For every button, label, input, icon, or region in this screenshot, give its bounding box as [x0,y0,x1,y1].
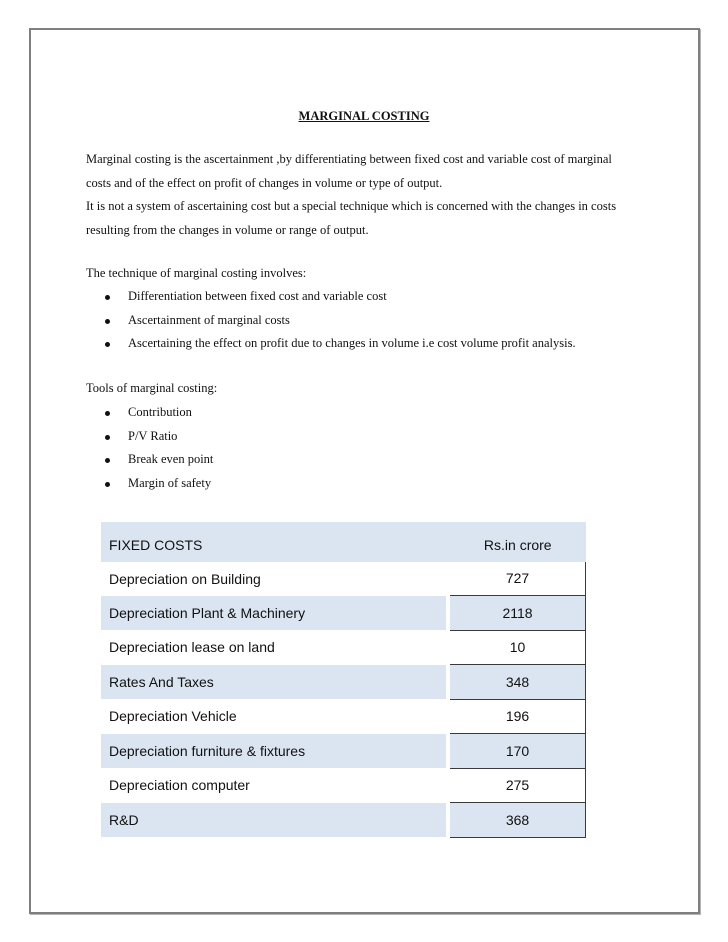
cost-name: Depreciation Plant & Machinery [101,596,446,631]
intro-line: It is not a system of ascertaining cost but a special technique which is concerned with the changes in costs [86,199,617,213]
header-fixed-costs: FIXED COSTS [101,522,446,562]
cost-value: 196 [450,699,586,734]
page-title: MARGINAL COSTING [298,109,430,123]
cost-value: 170 [450,734,586,769]
bullet-icon [105,435,110,440]
technique-lead: The technique of marginal costing involves: [86,266,307,280]
cost-value: 10 [450,630,586,665]
table-row [101,562,586,596]
list-item-text: Ascertaining the effect on profit due to changes in volume i.e cost volume profit analysis. [128,336,576,350]
intro-line: resulting from the changes in volume or range of output. [86,222,369,237]
list-item [86,472,213,496]
table-header-row [101,522,586,562]
list-item [86,332,576,356]
bullet-icon [105,319,110,324]
table-row [101,630,586,665]
list-item-text: Differentiation between fixed cost and variable cost [128,289,387,303]
bullet-icon [105,342,110,347]
list-item-text: Ascertainment of marginal costs [128,312,290,327]
tools-lead: Tools of marginal costing: [86,381,218,395]
intro-line: costs and of the effect on profit of changes in volume or type of output. [86,175,443,190]
bullet-icon [105,458,110,463]
list-item-text: Margin of safety [128,475,212,490]
list-item-text: P/V Ratio [128,428,178,443]
cost-name: Depreciation furniture & fixtures [101,734,446,769]
list-item [86,285,576,309]
fixed-costs-table [101,522,586,838]
cost-value: 2118 [450,596,586,631]
intro-line: Marginal costing is the ascertainment ,by differentiating between fixed cost and variable cost of marginal [86,152,612,166]
technique-list [86,285,576,356]
list-item [86,448,213,472]
bullet-icon [105,482,110,487]
bullet-icon [105,295,110,300]
table-row [101,596,586,631]
table-row [101,734,586,769]
list-item-text: Contribution [128,405,192,419]
intro-paragraph [86,148,666,242]
cost-name: Rates And Taxes [101,665,446,700]
cost-value: 727 [450,562,586,596]
table-row [101,803,586,838]
cost-name: Depreciation computer [109,777,250,794]
cost-name: Depreciation Vehicle [109,708,237,725]
cost-value: 275 [450,768,586,803]
cost-name: Depreciation on Building [109,570,261,587]
table-row [101,699,586,734]
header-amount: Rs.in crore [450,522,586,562]
bullet-icon [105,411,110,416]
list-item [86,425,213,449]
table-row [101,665,586,700]
table-row [101,768,586,803]
tools-list [86,401,213,495]
cost-name: R&D [101,803,446,838]
list-item [86,401,213,425]
cost-name: Depreciation lease on land [109,639,275,656]
cost-value: 348 [450,665,586,700]
cost-value: 368 [450,803,586,838]
list-item-text: Break even point [128,452,214,466]
list-item [86,309,576,333]
